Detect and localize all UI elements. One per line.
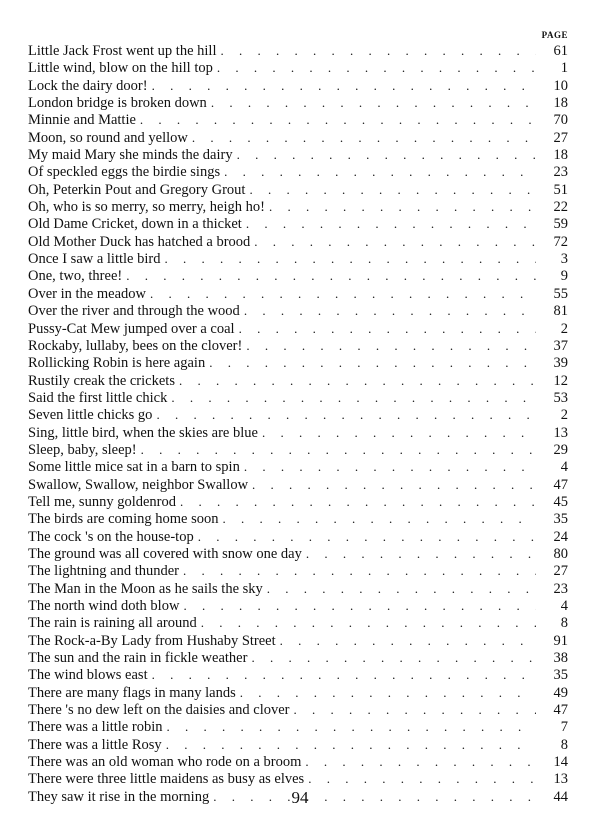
entry-title: Tell me, sunny goldenrod <box>28 493 176 510</box>
dot-leader <box>244 302 536 319</box>
page-column-header: PAGE <box>541 30 568 40</box>
entry-page-number: 12 <box>553 372 568 389</box>
index-entry <box>28 441 568 458</box>
entry-page-number: 22 <box>553 199 568 216</box>
dot-leader <box>246 337 536 354</box>
dot-leader <box>179 372 536 389</box>
entry-title: Rollicking Robin is here again <box>28 355 206 372</box>
index-entry <box>28 770 568 787</box>
entry-title: Sleep, baby, sleep! <box>28 441 137 458</box>
index-entry <box>28 215 568 232</box>
dot-leader <box>171 389 536 406</box>
entry-title: The north wind doth blow <box>28 598 180 614</box>
entry-page-number: 35 <box>553 511 568 528</box>
index-entry <box>28 510 568 527</box>
entry-page-number: 8 <box>560 736 568 753</box>
index-entry <box>28 267 568 284</box>
dot-leader <box>198 528 536 545</box>
index-entry <box>28 354 568 371</box>
index-entry <box>28 701 568 718</box>
index-entry <box>28 458 568 475</box>
entry-page-number: 4 <box>560 598 568 614</box>
entry-title: The rain is raining all around <box>28 615 197 632</box>
index-entry <box>28 181 568 198</box>
index-entry <box>28 94 568 111</box>
entry-page-number: 2 <box>560 320 568 337</box>
entry-title: Oh, Peterkin Pout and Gregory Grout <box>28 181 246 198</box>
dot-leader <box>180 493 536 510</box>
entry-page-number: 23 <box>553 580 568 597</box>
entry-title: There was an old woman who rode on a broom <box>28 754 302 771</box>
entry-page-number: 39 <box>553 355 568 372</box>
dot-leader <box>201 614 536 631</box>
dot-leader <box>280 632 536 649</box>
index-entry <box>28 163 568 180</box>
dot-leader <box>141 441 536 458</box>
entry-title: One, two, three! <box>28 268 123 285</box>
index-entry <box>28 389 568 406</box>
entry-title: The cock 's on the house-top <box>28 528 194 545</box>
index-entry <box>28 545 568 562</box>
index-entry <box>28 736 568 753</box>
index-entry <box>28 562 568 579</box>
entry-page-number: 51 <box>553 181 568 198</box>
dot-leader <box>192 129 536 146</box>
index-entry <box>28 320 568 337</box>
dot-leader <box>252 476 536 493</box>
entry-title: Rockaby, lullaby, bees on the clover! <box>28 337 243 354</box>
dot-leader <box>156 406 536 423</box>
entry-page-number: 3 <box>560 251 568 268</box>
dot-leader <box>152 77 536 94</box>
index-entry <box>28 337 568 354</box>
index-entry <box>28 476 568 493</box>
entry-title: Old Dame Cricket, down in a thicket <box>28 216 242 233</box>
index-entry <box>28 111 568 128</box>
entry-title: Pussy-Cat Mew jumped over a coal <box>28 320 235 337</box>
entry-page-number: 13 <box>553 771 568 788</box>
entry-title: Little Jack Frost went up the hill <box>28 43 217 59</box>
entry-title: The sun and the rain in fickle weather <box>28 650 248 667</box>
entry-title: Sing, little bird, when the skies are blue <box>28 424 258 441</box>
entry-title: Little wind, blow on the hill top <box>28 60 213 77</box>
entry-page-number: 47 <box>553 476 568 493</box>
dot-leader <box>308 770 536 787</box>
entry-page-number: 35 <box>553 667 568 684</box>
entry-title: There was a little Rosy <box>28 736 162 753</box>
index-entry <box>28 493 568 510</box>
entry-title: They saw it rise in the morning <box>28 788 210 805</box>
entry-title: Old Mother Duck has hatched a brood <box>28 233 251 250</box>
entry-page-number: 80 <box>553 545 568 562</box>
entry-page-number: 27 <box>553 129 568 146</box>
entry-page-number: 61 <box>553 43 568 59</box>
entry-title: Moon, so round and yellow <box>28 129 188 146</box>
entry-title: The ground was all covered with snow one day <box>28 545 302 562</box>
entry-page-number: 9 <box>560 268 568 285</box>
entry-page-number: 45 <box>553 493 568 510</box>
entry-page-number: 18 <box>553 95 568 112</box>
entry-title: London bridge is broken down <box>28 95 207 112</box>
dot-leader <box>183 562 536 579</box>
entry-page-number: 27 <box>553 563 568 580</box>
entry-page-number: 13 <box>553 424 568 441</box>
entry-page-number: 81 <box>553 303 568 320</box>
entry-page-number: 24 <box>553 528 568 545</box>
index-entry <box>28 406 568 423</box>
dot-leader <box>209 354 536 371</box>
entry-title: Lock the dairy door! <box>28 77 148 94</box>
dot-leader <box>164 250 536 267</box>
entry-page-number: 4 <box>560 459 568 476</box>
index-entry <box>28 372 568 389</box>
entry-page-number: 47 <box>553 702 568 719</box>
entry-page-number: 1 <box>560 60 568 77</box>
dot-leader <box>244 458 536 475</box>
dot-leader <box>152 666 536 683</box>
entry-page-number: 70 <box>553 112 568 129</box>
index-entry <box>28 146 568 163</box>
entry-title: Over the river and through the wood <box>28 303 240 320</box>
entry-title: Said the first little chick <box>28 389 168 406</box>
entry-title: Oh, who is so merry, so merry, heigh ho! <box>28 199 265 216</box>
index-entry <box>28 597 568 614</box>
dot-leader <box>262 424 536 441</box>
entry-title: Minnie and Mattie <box>28 112 136 129</box>
dot-leader <box>222 510 536 527</box>
dot-leader <box>305 753 536 770</box>
entry-title: Swallow, Swallow, neighbor Swallow <box>28 476 249 493</box>
index-entry <box>28 42 568 59</box>
dot-leader <box>269 198 536 215</box>
entry-title: Some little mice sat in a barn to spin <box>28 459 240 476</box>
entry-page-number: 2 <box>560 407 568 424</box>
entry-title: Of speckled eggs the birdie sings <box>28 164 221 181</box>
index-entry <box>28 649 568 666</box>
dot-leader <box>183 597 536 614</box>
index-entry <box>28 59 568 76</box>
entry-title: The birds are coming home soon <box>28 511 219 528</box>
dot-leader <box>224 163 536 180</box>
dot-leader <box>237 146 536 163</box>
entry-page-number: 37 <box>553 337 568 354</box>
index-entry <box>28 233 568 250</box>
entry-title: The Man in the Moon as he sails the sky <box>28 580 263 597</box>
index-entry <box>28 129 568 146</box>
entry-page-number: 55 <box>553 285 568 302</box>
page-number: 94 <box>291 788 309 807</box>
entry-title: Over in the meadow <box>28 285 146 302</box>
entry-title: There were three little maidens as busy as elves <box>28 771 305 788</box>
entry-title: The wind blows east <box>28 667 148 684</box>
entry-page-number: 29 <box>553 441 568 458</box>
index-entry <box>28 528 568 545</box>
entry-title: The lightning and thunder <box>28 563 180 580</box>
dot-leader <box>166 718 536 735</box>
dot-leader <box>246 215 536 232</box>
index-page <box>28 28 568 805</box>
entry-page-number: 38 <box>553 650 568 667</box>
index-entry <box>28 302 568 319</box>
dot-leader <box>239 320 536 337</box>
index-entry <box>28 684 568 701</box>
dot-leader <box>126 267 536 284</box>
entry-title: Seven little chicks go <box>28 407 153 424</box>
dot-leader <box>294 701 536 718</box>
dot-leader <box>249 181 536 198</box>
entry-page-number: 8 <box>560 615 568 632</box>
index-entry <box>28 424 568 441</box>
entry-page-number: 72 <box>553 233 568 250</box>
entry-title: There 's no dew left on the daisies and clover <box>28 702 290 719</box>
dot-leader <box>150 285 536 302</box>
dot-leader <box>211 94 536 111</box>
index-entry <box>28 580 568 597</box>
entry-page-number: 10 <box>553 77 568 94</box>
index-list <box>28 42 568 805</box>
entry-page-number: 14 <box>553 754 568 771</box>
entry-title: There was a little robin <box>28 719 163 736</box>
entry-page-number: 53 <box>553 389 568 406</box>
index-entry <box>28 285 568 302</box>
index-entry <box>28 632 568 649</box>
dot-leader <box>254 233 536 250</box>
index-entry <box>28 198 568 215</box>
dot-leader <box>306 545 536 562</box>
dot-leader <box>251 649 536 666</box>
entry-page-number: 59 <box>553 216 568 233</box>
dot-leader <box>240 684 536 701</box>
entry-page-number: 49 <box>553 684 568 701</box>
entry-page-number: 7 <box>560 719 568 736</box>
entry-page-number: 18 <box>553 147 568 164</box>
dot-leader <box>267 580 536 597</box>
entry-page-number: 91 <box>553 632 568 649</box>
entry-page-number: 44 <box>553 788 568 805</box>
index-entry <box>28 666 568 683</box>
entry-title: The Rock-a-By Lady from Hushaby Street <box>28 632 276 649</box>
dot-leader <box>140 111 536 128</box>
index-entry <box>28 77 568 94</box>
entry-title: Rustily creak the crickets <box>28 372 175 389</box>
dot-leader <box>220 42 536 59</box>
index-entry <box>28 614 568 631</box>
entry-title: There are many flags in many lands <box>28 684 236 701</box>
entry-page-number: 23 <box>553 164 568 181</box>
dot-leader <box>217 59 536 76</box>
entry-title: Once I saw a little bird <box>28 251 161 268</box>
index-entry <box>28 718 568 735</box>
index-entry <box>28 250 568 267</box>
entry-title: My maid Mary she minds the dairy <box>28 147 233 164</box>
dot-leader <box>166 736 536 753</box>
index-entry <box>28 753 568 770</box>
